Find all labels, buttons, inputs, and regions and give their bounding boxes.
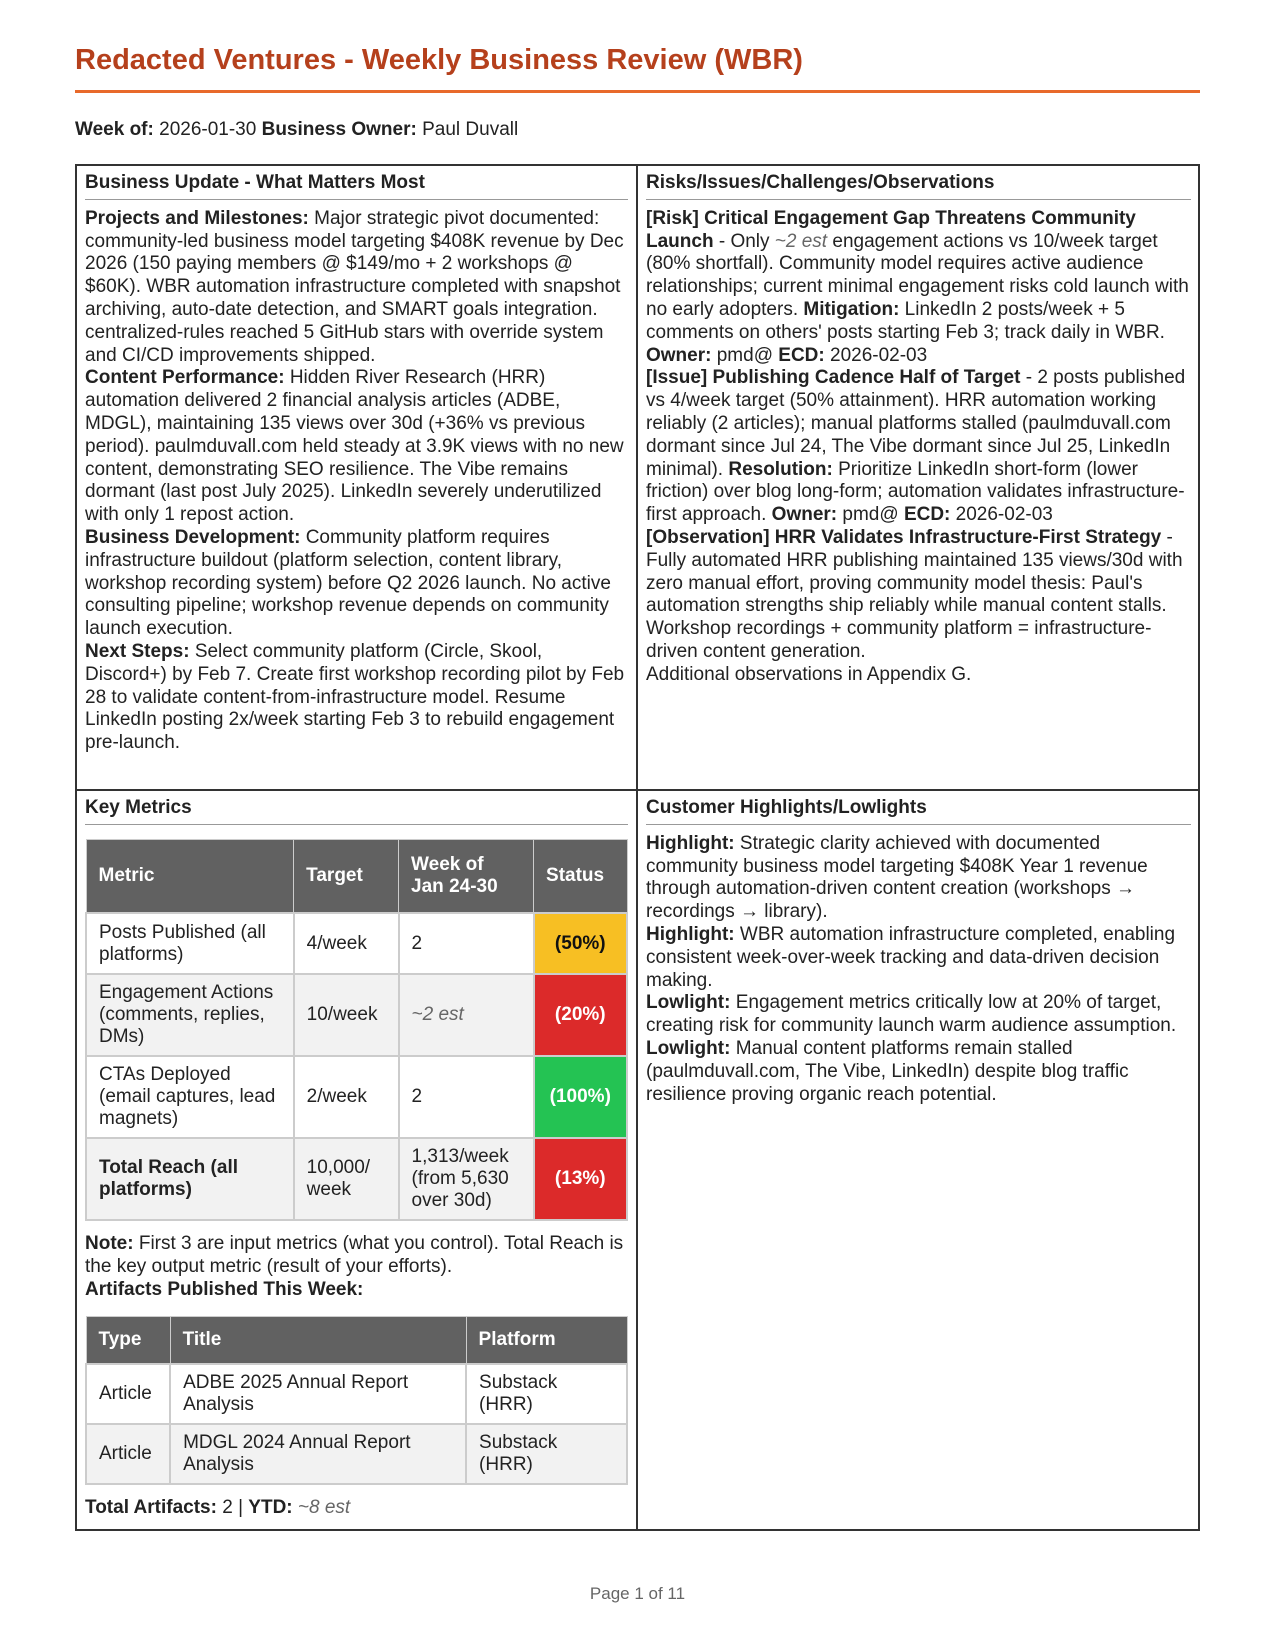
paragraph-text: Hidden River Research (HRR) automation delivered 2 financial analysis articles (ADBE, MDGL), maintaining 135 views over 30d (+36% vs previous period). paulmduvall.com held steady at 3.9K views with no new content, demonstrating SEO resilience. The Vibe remains dormant (last post July 2025). LinkedIn severely underutilized with only 1 repost action. xyxy=(85,367,624,526)
issue-label: [Issue] Publishing Cadence Half of Target xyxy=(646,367,1021,389)
appendix-note: Additional observations in Appendix G. xyxy=(646,663,972,685)
artifact-type: Article xyxy=(86,1364,170,1424)
owner-value: Paul Duvall xyxy=(422,119,519,140)
paragraph-label: Business Development: xyxy=(85,526,301,548)
title-divider xyxy=(75,90,1200,93)
artifact-platform: Substack (HRR) xyxy=(466,1364,627,1424)
business-development-paragraph xyxy=(85,527,628,641)
ecd-label: ECD: xyxy=(903,504,951,526)
metric-target: 4/week xyxy=(294,913,399,974)
metric-target: 10/week xyxy=(294,974,399,1056)
risks-section xyxy=(638,166,1199,791)
table-row xyxy=(86,913,627,974)
artifact-type: Article xyxy=(86,1424,170,1484)
owner-value: pmd@ xyxy=(711,344,779,366)
owner-value: pmd@ xyxy=(837,504,904,526)
wbr-grid xyxy=(75,164,1200,1531)
table-row xyxy=(86,1056,627,1138)
column-header: Status xyxy=(534,839,627,913)
status-badge: (50%) xyxy=(534,913,627,974)
risks-heading: Risks/Issues/Challenges/Observations xyxy=(646,172,1191,200)
column-header: Title xyxy=(170,1316,466,1364)
lowlight-item xyxy=(646,1038,1191,1106)
metric-actual: 2 xyxy=(399,1056,534,1138)
metric-actual: 1,313/week (from 5,630 over 30d) xyxy=(399,1138,534,1220)
table-row xyxy=(86,1424,627,1484)
resolution-label: Resolution: xyxy=(728,458,833,480)
item-text: Engagement metrics critically low at 20% of target, creating risk for community launch warm audience assumption. xyxy=(646,992,1177,1037)
week-value: 2026-01-30 xyxy=(159,119,257,140)
business-update-section xyxy=(77,166,638,791)
lowlight-item xyxy=(646,992,1191,1038)
artifacts-table xyxy=(85,1316,628,1486)
metric-target: 2/week xyxy=(294,1056,399,1138)
owner-label: Business Owner: xyxy=(261,119,417,140)
metrics-table xyxy=(85,839,628,1222)
highlight-item xyxy=(646,924,1191,992)
column-header: Type xyxy=(86,1316,170,1364)
paragraph-text: Major strategic pivot documented: community-led business model targeting $408K revenue by Dec 2026 (150 paying members @ $149/mo + 2 workshops @ $60K). WBR automation infrastructure completed with snapshot archiving, auto-date detection, and SMART goals integration. centralized-rules reached 5 GitHub stars with override system and CI/CD improvements shipped. xyxy=(85,207,624,366)
customer-section xyxy=(638,791,1199,1529)
week-label: Week of: xyxy=(75,119,154,140)
observation-label: [Observation] HRR Validates Infrastructure-First Strategy xyxy=(646,526,1162,548)
item-label: Highlight: xyxy=(646,832,735,854)
paragraph-label: Next Steps: xyxy=(85,640,190,662)
estimate-value: ~2 est xyxy=(774,230,828,252)
ecd-value: 2026-02-03 xyxy=(824,344,928,366)
artifact-title: MDGL 2024 Annual Report Analysis xyxy=(170,1424,466,1484)
risk-label: [Risk] Critical Engagement Gap Threatens Community Launch xyxy=(646,207,1136,252)
status-badge: (100%) xyxy=(534,1056,627,1138)
column-header: Platform xyxy=(466,1316,627,1364)
owner-label: Owner: xyxy=(646,344,712,366)
ytd-label: YTD: xyxy=(248,1497,293,1519)
item-text: WBR automation infrastructure completed, enabling consistent week-over-week tracking and data-driven decision making. xyxy=(646,923,1176,991)
risk-item xyxy=(646,208,1191,368)
metric-name: Posts Published (all platforms) xyxy=(86,913,294,974)
paragraph-label: Projects and Milestones: xyxy=(85,207,309,229)
table-row xyxy=(86,1364,627,1424)
risk-text: - Only xyxy=(713,230,775,252)
metric-name: CTAs Deployed (email captures, lead magnets) xyxy=(86,1056,294,1138)
key-metrics-heading: Key Metrics xyxy=(85,797,628,825)
metrics-note xyxy=(85,1233,628,1279)
artifacts-header-row xyxy=(86,1316,627,1364)
content-performance-paragraph xyxy=(85,367,628,527)
observation-text: - Fully automated HRR publishing maintained 135 views/30d with zero manual effort, proving community model thesis: Paul's automation strengths ship reliably while manual content stalls. Workshop recordings + community platform = infrastructure-driven content generation. xyxy=(646,526,1183,662)
metric-actual: ~2 est xyxy=(399,974,534,1056)
metric-name: Total Reach (all platforms) xyxy=(86,1138,294,1220)
page-title: Redacted Ventures - Weekly Business Review (WBR) xyxy=(75,44,803,76)
observation-item xyxy=(646,527,1191,664)
ecd-label: ECD: xyxy=(778,344,825,366)
artifact-title: ADBE 2025 Annual Report Analysis xyxy=(170,1364,466,1424)
item-text: Manual content platforms remain stalled (paulmduvall.com, The Vibe, LinkedIn) despite blog traffic resilience proving organic reach potential. xyxy=(646,1037,1129,1105)
total-artifacts xyxy=(85,1497,628,1520)
artifact-platform: Substack (HRR) xyxy=(466,1424,627,1484)
metric-name: Engagement Actions (comments, replies, DMs) xyxy=(86,974,294,1056)
item-label: Lowlight: xyxy=(646,992,731,1014)
business-update-heading: Business Update - What Matters Most xyxy=(85,172,628,200)
next-steps-paragraph xyxy=(85,641,628,755)
owner-label: Owner: xyxy=(771,504,838,526)
resolution-text: Prioritize LinkedIn short-form (lower friction) over blog long-form; automation validates infrastructure-first approach. xyxy=(646,458,1185,526)
paragraph-text: Community platform requires infrastructure buildout (platform selection, content library, workshop recording system) before Q2 2026 launch. No active consulting pipeline; workshop revenue depends on community launch execution. xyxy=(85,526,611,640)
issue-item xyxy=(646,367,1191,527)
column-header: Target xyxy=(294,839,399,913)
page-number: Page 1 of 11 xyxy=(589,1584,686,1603)
table-row xyxy=(86,974,627,1056)
paragraph-label: Content Performance: xyxy=(85,367,285,389)
item-label: Lowlight: xyxy=(646,1037,731,1059)
metric-actual: 2 xyxy=(399,913,534,974)
item-label: Highlight: xyxy=(646,923,735,945)
column-header: Week of Jan 24-30 xyxy=(399,839,534,913)
note-label: Note: xyxy=(85,1233,134,1255)
table-row xyxy=(86,1138,627,1220)
customer-heading: Customer Highlights/Lowlights xyxy=(646,797,1191,825)
highlight-item xyxy=(646,833,1191,924)
total-value: 2 | xyxy=(216,1497,249,1519)
key-metrics-section xyxy=(77,791,638,1529)
status-badge: (13%) xyxy=(534,1138,627,1220)
artifacts-heading: Artifacts Published This Week: xyxy=(85,1278,364,1300)
note-text: First 3 are input metrics (what you control). Total Reach is the key output metric (result of your efforts). xyxy=(85,1233,624,1278)
mitigation-label: Mitigation: xyxy=(803,298,900,320)
item-text: Strategic clarity achieved with documented community business model targeting $408K Year 1 revenue through automation-driven content creation (workshops → recordings → library). xyxy=(646,832,1148,923)
ytd-value: ~8 est xyxy=(297,1497,351,1519)
status-badge: (20%) xyxy=(534,974,627,1056)
ecd-value: 2026-02-03 xyxy=(950,504,1053,526)
projects-paragraph xyxy=(85,208,628,368)
week-line xyxy=(75,119,518,141)
issue-text: - 2 posts published vs 4/week target (50% attainment). HRR automation working reliably (2 articles); manual platforms stalled (paulmduvall.com dormant since Jul 24, The Vibe dormant since Jul 25, LinkedIn minimal). xyxy=(646,367,1186,480)
paragraph-text: Select community platform (Circle, Skool, Discord+) by Feb 7. Create first workshop recording pilot by Feb 28 to validate content-from-infrastructure model. Resume LinkedIn posting 2x/week starting Feb 3 to rebuild engagement pre-launch. xyxy=(85,640,625,754)
column-header: Metric xyxy=(86,839,294,913)
risk-text: engagement actions vs 10/week target (80% shortfall). Community model requires active audience relationships; current minimal engagement risks cold launch with no early adopters. xyxy=(646,230,1189,320)
metric-target: 10,000/ week xyxy=(294,1138,399,1220)
mitigation-text: LinkedIn 2 posts/week + 5 comments on others' posts starting Feb 3; track daily in WBR. xyxy=(646,298,1165,343)
metrics-header-row xyxy=(86,839,627,913)
total-label: Total Artifacts: xyxy=(85,1497,217,1519)
